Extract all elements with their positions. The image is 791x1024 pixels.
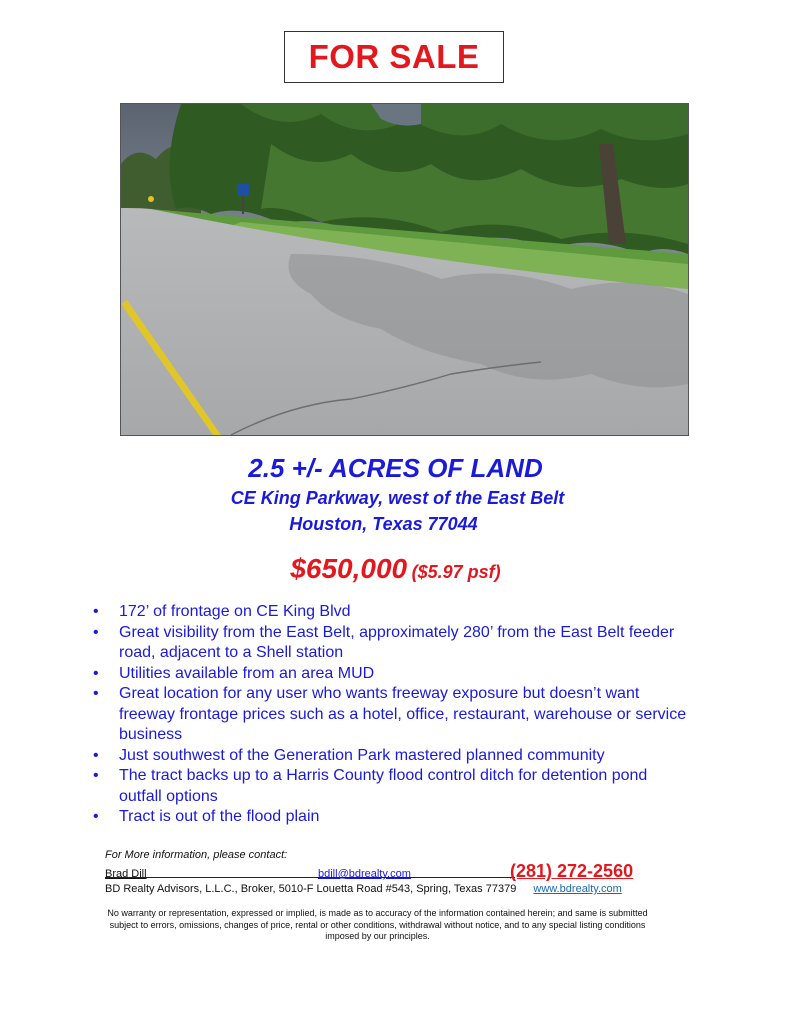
feature-text: The tract backs up to a Harris County flood control ditch for detention pond outfall options	[119, 767, 648, 805]
broker-row	[105, 883, 622, 895]
list-item	[90, 807, 690, 828]
price-per-sf: ($5.97 psf)	[411, 562, 501, 582]
road-scene-image	[121, 104, 688, 435]
website-link[interactable]: www.bdrealty.com	[533, 883, 622, 895]
disclaimer: No warranty or representation, expressed or implied, is made as to accuracy of the information contained herein; and same is submitted subject to errors, omissions, changes of price, rental or other conditions, withdrawal without notice, and to any special listing conditions imposed by our principles.	[107, 908, 648, 941]
feature-text: Utilities available from an area MUD	[119, 664, 375, 682]
feature-text: Just southwest of the Generation Park mastered planned community	[119, 746, 605, 764]
listing-location: CE King Parkway, west of the East Belt	[230, 488, 565, 508]
list-item	[90, 664, 690, 685]
feature-text: Great location for any user who wants freeway exposure but doesn’t want freeway frontage prices such as a hotel, office, restaurant, warehouse or service business	[119, 685, 687, 743]
bullet-icon: •	[93, 603, 99, 620]
feature-text: 172’ of frontage on CE King Blvd	[119, 603, 351, 620]
list-item	[90, 746, 690, 767]
feature-text: Tract is out of the flood plain	[119, 808, 320, 825]
list-item	[90, 602, 690, 623]
for-sale-banner	[284, 31, 504, 83]
bullet-icon: •	[93, 664, 99, 682]
listing-city: Houston, Texas 77044	[289, 514, 478, 534]
banner-text: FOR SALE	[308, 38, 480, 75]
list-item	[90, 623, 690, 664]
list-item	[90, 766, 690, 807]
phone-number[interactable]: (281) 272-2560	[510, 861, 634, 881]
contact-row	[105, 861, 655, 882]
list-item	[90, 684, 690, 746]
feature-list	[90, 602, 690, 828]
bullet-icon: •	[93, 767, 99, 784]
bullet-icon: •	[93, 746, 99, 764]
price-line	[0, 553, 791, 585]
listing-title: 2.5 +/- ACRES OF LAND	[248, 453, 543, 483]
asking-price: $650,000	[290, 553, 408, 584]
bullet-icon: •	[93, 623, 99, 641]
email-link[interactable]: bdill@bdrealty.com	[318, 868, 411, 880]
broker-address: BD Realty Advisors, L.L.C., Broker, 5010-F Louetta Road #543, Spring, Texas 77379	[105, 883, 517, 895]
bullet-icon: •	[93, 808, 99, 825]
contact-intro: For More information, please contact:	[105, 849, 288, 861]
contact-name: Brad Dill	[105, 868, 147, 880]
bullet-icon: •	[93, 685, 99, 702]
property-photo	[120, 103, 689, 436]
contact-underline	[105, 877, 515, 878]
feature-text: Great visibility from the East Belt, approximately 280’ from the East Belt feeder road, adjacent to a Shell station	[119, 623, 675, 661]
